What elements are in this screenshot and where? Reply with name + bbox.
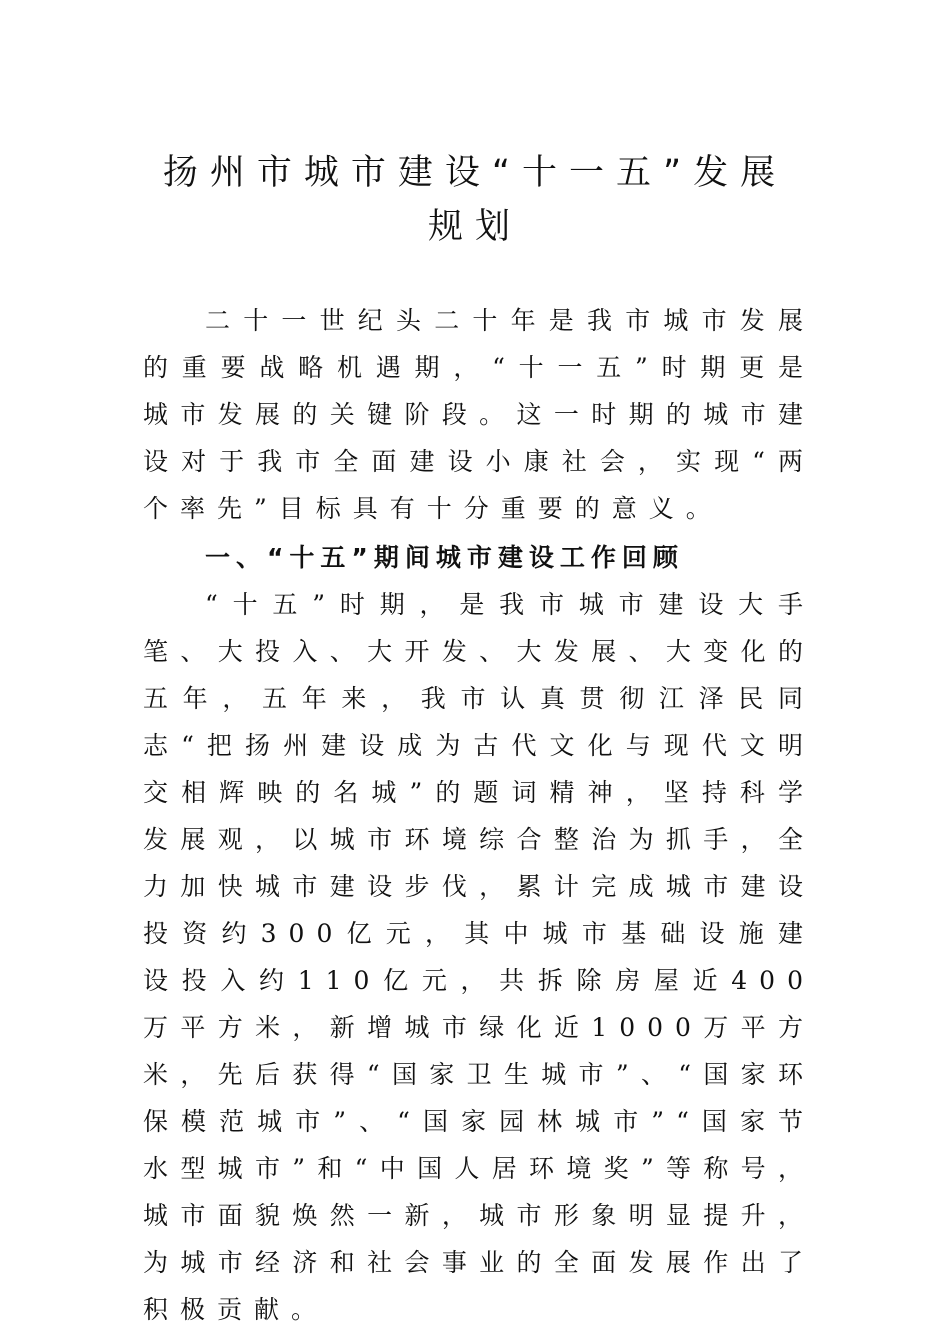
section-heading: 一、“十五”期间城市建设工作回顾: [205, 543, 684, 572]
intro-paragraph: 二十一世纪头二十年是我市城市发展的重要战略机遇期，“十一五”时期更是城市发展的关键阶段。这一时期的城市建设对于我市全面建设小康社会，实现“两个率先”目标具有十分重要的意义。: [143, 306, 815, 523]
title-line-2: 规划: [427, 207, 522, 247]
title-line-1: 扬州市城市建设“十一五”发展: [162, 153, 788, 193]
review-paragraph: “十五”时期，是我市城市建设大手笔、大投入、大开发、大发展、大变化的五年，五年来，我市认真贯彻江泽民同志“把扬州建设成为古代文化与现代文明交相辉映的名城”的题词精神，坚持科学发展观，以城市环境综合整治为抓手，全力加快城市建设步伐，累计完成城市建设投资约300亿元，其中城市基础设施建设投入约110亿元，共拆除房屋近400万平方米，新增城市绿化近1000万平方米，先后获得“国家卫生城市”、“国家环保模范城市”、“国家园林城市”“国家节水型城市”和“中国人居环境奖”等称号，城市面貌焕然一新，城市形象明显提升，为城市经济和社会事业的全面发展作出了积极贡献。: [143, 590, 815, 1324]
document-title: [140, 146, 810, 254]
